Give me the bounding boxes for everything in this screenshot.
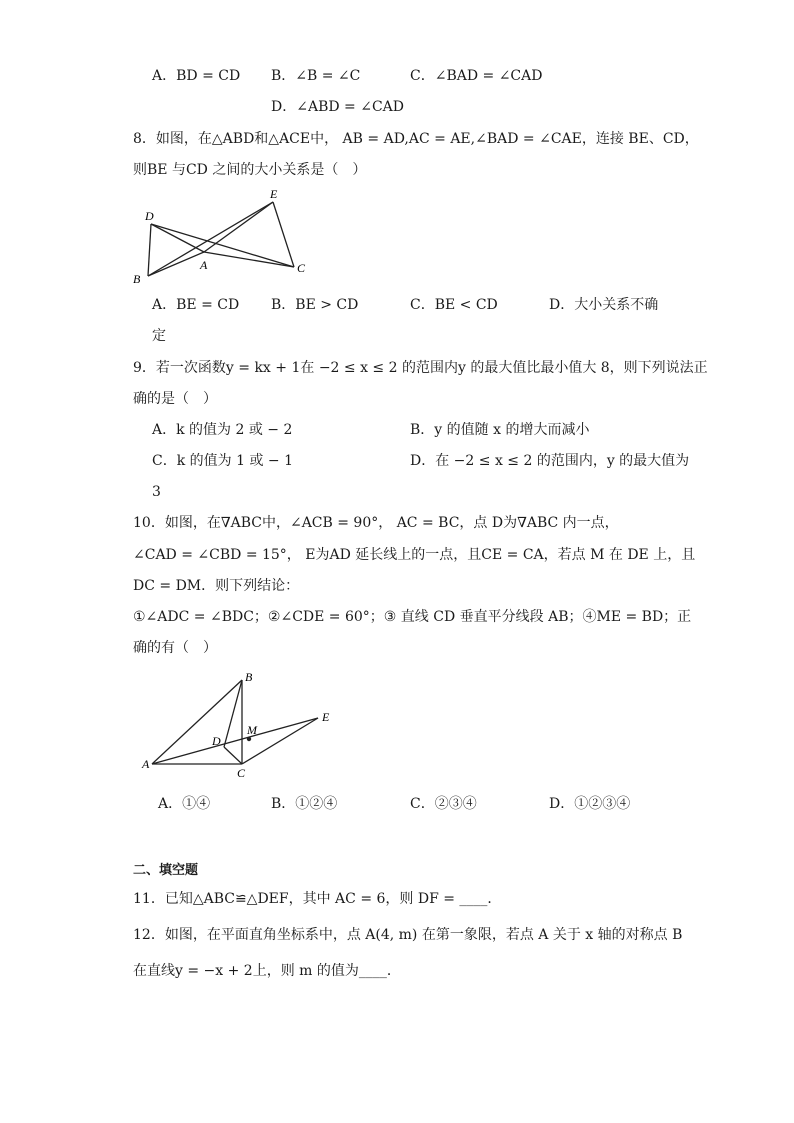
q8-option-c: C．BE < CD: [410, 297, 498, 313]
section-heading-fill-in: 二、填空题: [133, 863, 199, 878]
q10-stem-line-3: DC = DM．则下列结论：: [133, 578, 300, 594]
q10-label-c: C: [237, 766, 246, 780]
q12-stem-line-2: 在直线y = −x + 2上，则 m 的值为____．: [133, 963, 401, 979]
q11-stem: 11．已知△ABC≌△DEF，其中 AC = 6，则 DF = ____．: [133, 891, 502, 907]
q10-stem-line-5: 确的有（ ）: [133, 640, 217, 656]
q8-option-d-continued: 定: [152, 328, 166, 344]
q10-label-a: A: [142, 757, 150, 771]
q8-stem-line-2: 则BE 与CD 之间的大小关系是（ ）: [133, 162, 367, 178]
q9-option-c: C．k 的值为 1 或 − 1: [152, 453, 293, 469]
q10-option-b: B．①②④: [271, 796, 338, 812]
q8-figure: [130, 184, 320, 286]
q9-stem-line-1: 9．若一次函数y = kx + 1在 −2 ≤ x ≤ 2 的范围内y 的最大值比最小值大 8，则下列说法正: [133, 360, 708, 376]
q8-option-a: A．BE = CD: [152, 297, 240, 313]
q10-stem-line-4: ①∠ADC = ∠BDC；②∠CDE = 60°；③ 直线 CD 垂直平分线段 AB；④ME = BD；正: [133, 609, 692, 625]
q8-label-a: A: [200, 258, 208, 272]
q8-stem-line-1: 8．如图，在△ABD和△ACE中， AB = AD,AC = AE,∠BAD = ∠CAE，连接 BE、CD，: [133, 131, 699, 147]
q9-option-d: D．在 −2 ≤ x ≤ 2 的范围内，y 的最大值为: [410, 453, 690, 469]
q10-figure: [138, 668, 338, 780]
q8-label-e: E: [270, 187, 278, 201]
q7-option-a: A．BD = CD: [152, 68, 241, 84]
q10-stem-line-1: 10．如图，在∇ABC中，∠ACB = 90°， AC = BC，点 D为∇ABC 内一点，: [133, 515, 619, 531]
q7-option-d: D．∠ABD = ∠CAD: [271, 99, 404, 115]
q9-option-b: B．y 的值随 x 的增大而减小: [410, 422, 590, 438]
q7-option-b: B．∠B = ∠C: [271, 68, 361, 84]
q9-option-d-continued: 3: [152, 484, 161, 500]
q8-label-c: C: [297, 261, 306, 275]
q10-option-a: A．①④: [158, 796, 211, 812]
q9-option-a: A．k 的值为 2 或 − 2: [152, 422, 293, 438]
q10-label-m: M: [247, 723, 257, 737]
q10-option-c: C．②③④: [410, 796, 477, 812]
q10-label-b: B: [245, 670, 253, 684]
q10-stem-line-2: ∠CAD = ∠CBD = 15°， E为AD 延长线上的一点，且CE = CA，若点 M 在 DE 上，且: [133, 547, 696, 563]
q8-option-d: D．大小关系不确: [549, 297, 659, 313]
q10-label-d: D: [212, 734, 221, 748]
q10-option-d: D．①②③④: [549, 796, 631, 812]
q7-option-c: C．∠BAD = ∠CAD: [410, 68, 543, 84]
q12-stem-line-1: 12．如图，在平面直角坐标系中，点 A(4, m) 在第一象限，若点 A 关于 x 轴的对称点 B: [133, 927, 683, 943]
q9-stem-line-2: 确的是（ ）: [133, 391, 217, 407]
q8-label-b: B: [133, 272, 141, 286]
q8-option-b: B．BE > CD: [271, 297, 359, 313]
q8-label-d: D: [145, 209, 154, 223]
q10-label-e: E: [322, 710, 330, 724]
